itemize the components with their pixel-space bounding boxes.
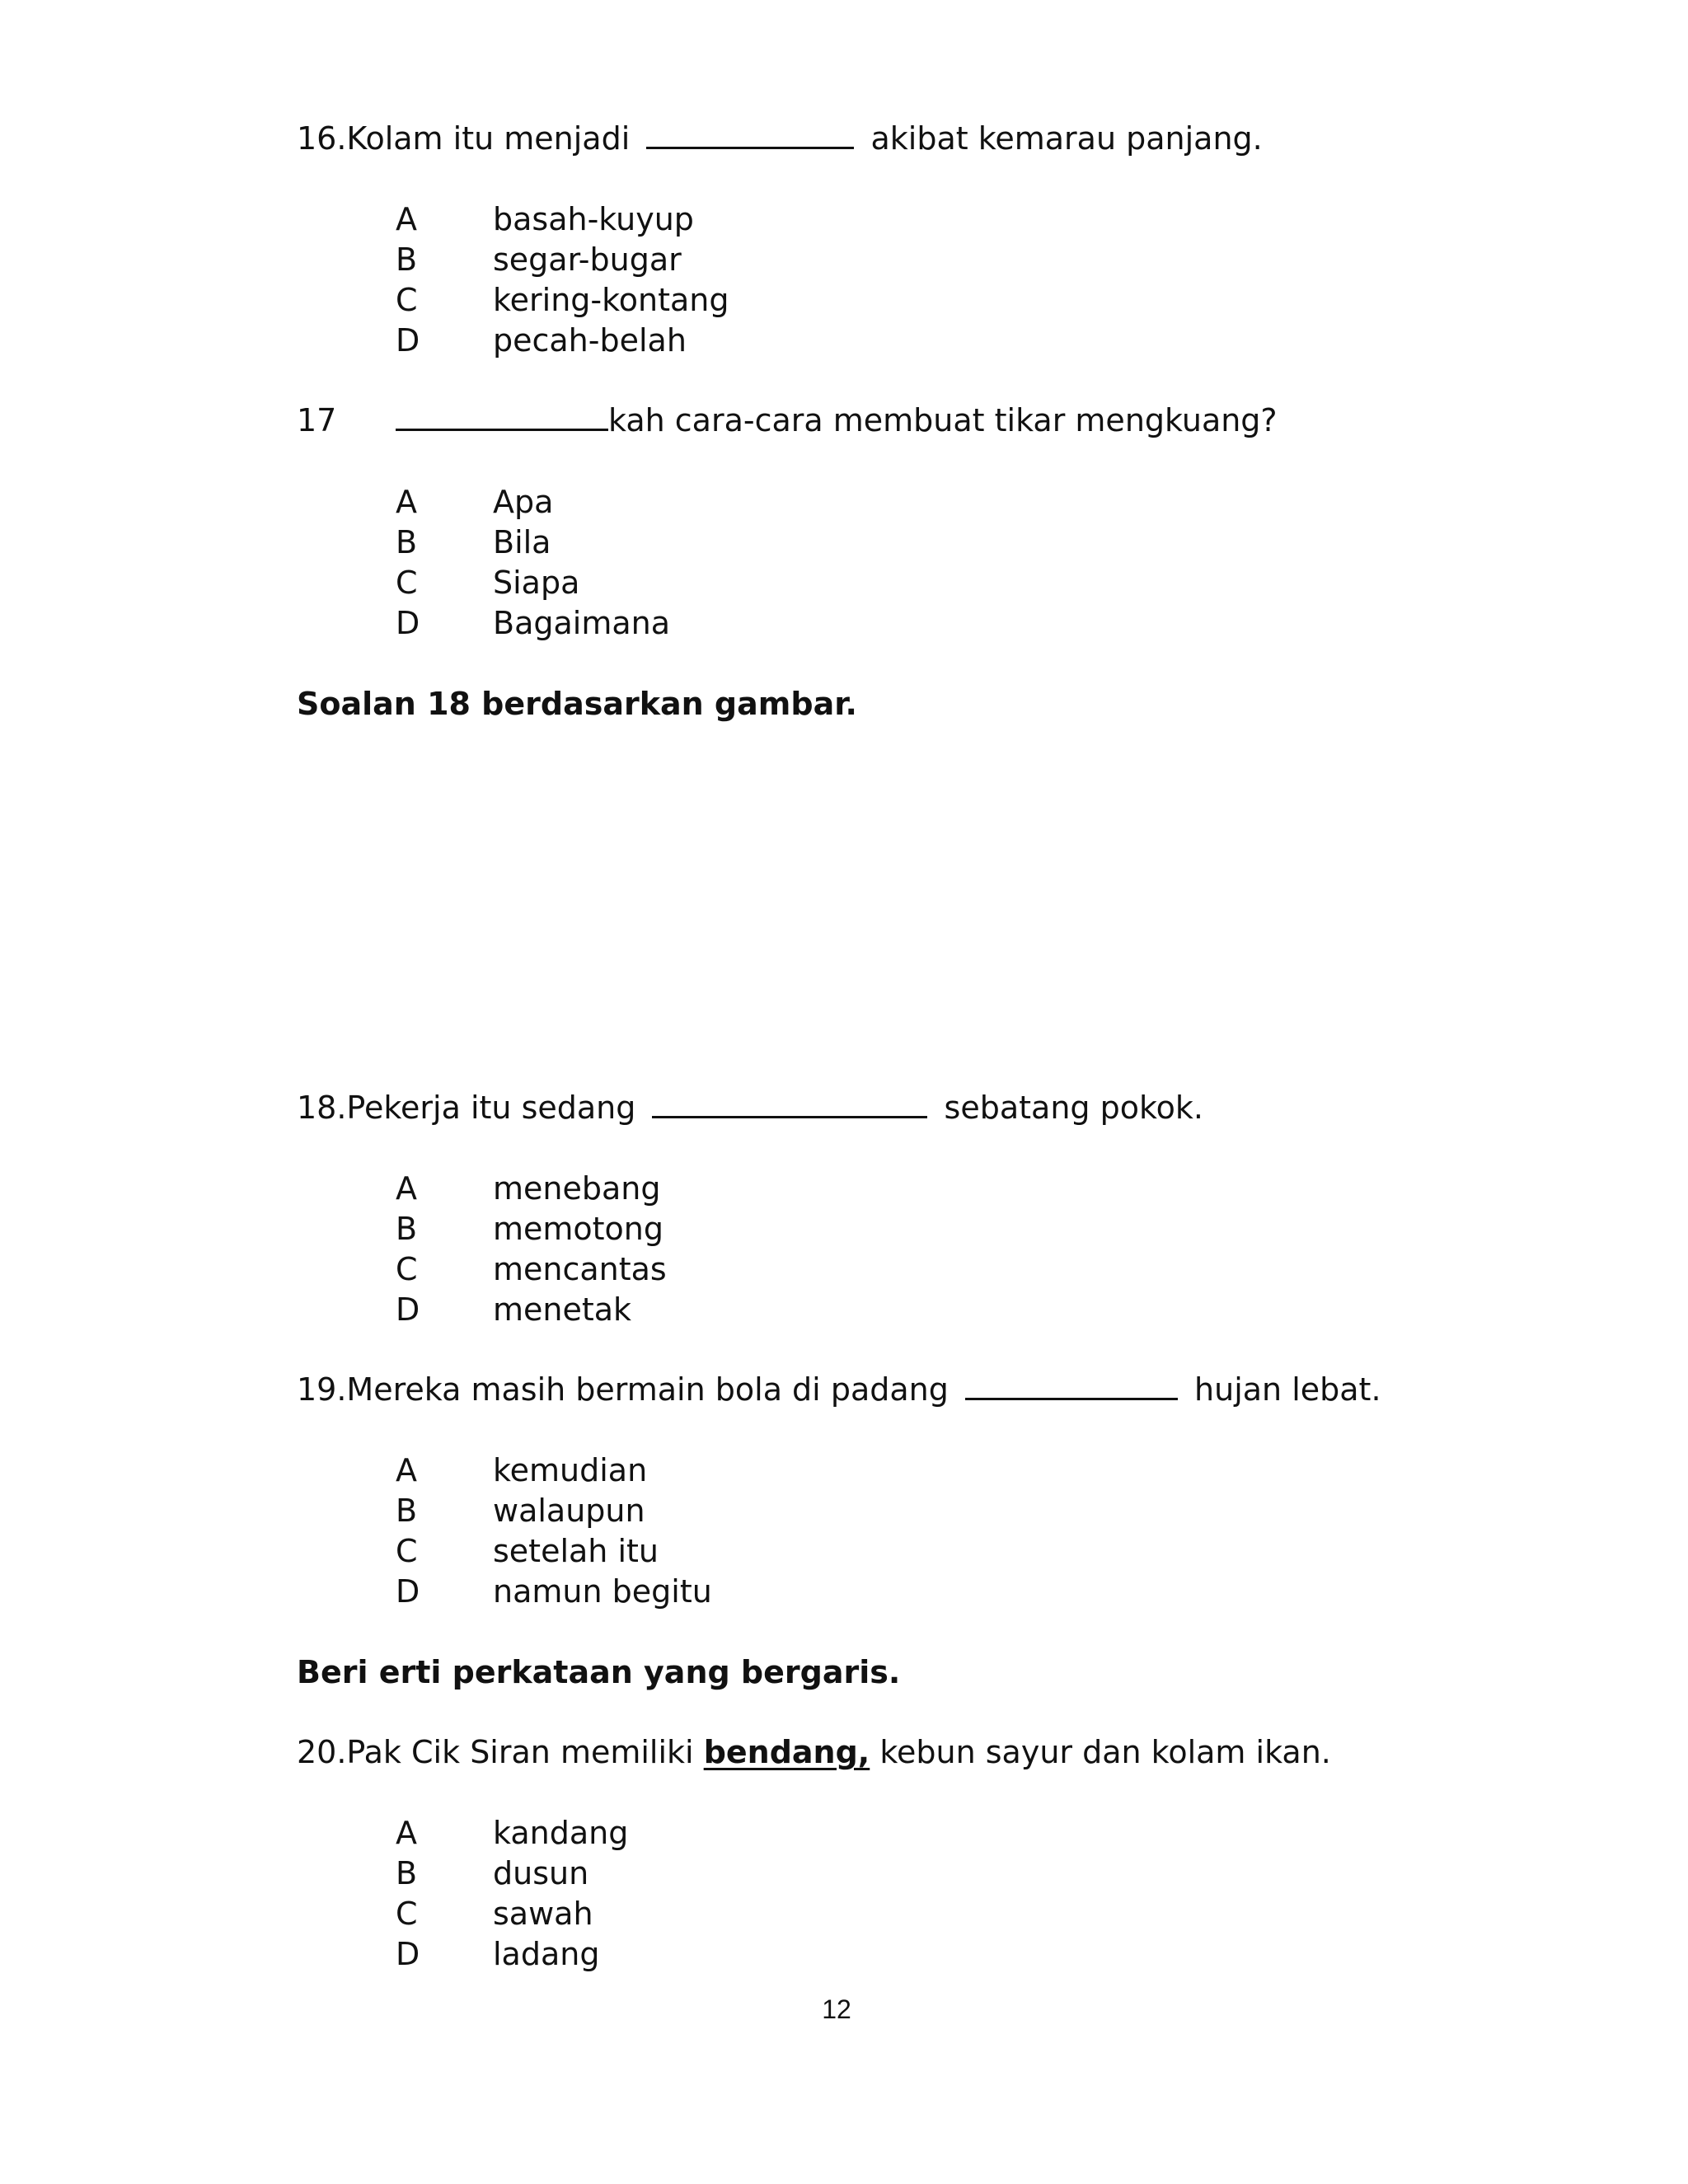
option-text: basah-kuyup <box>493 201 694 237</box>
option-text: dusun <box>493 1855 589 1891</box>
question-18-text-before: 18.Pekerja itu sedang <box>297 1090 636 1126</box>
option-text: Siapa <box>493 565 580 601</box>
question-20 <box>297 1732 1331 1772</box>
question-17-number: 17 <box>297 402 337 438</box>
option-letter: B <box>396 524 418 560</box>
question-17 <box>297 401 336 440</box>
underlined-word: bendang, <box>703 1734 870 1770</box>
option-text: walaupun <box>493 1493 645 1529</box>
question-18 <box>297 1088 1203 1127</box>
option-letter: A <box>396 1815 417 1851</box>
option-letter: D <box>396 1936 420 1972</box>
option-letter: D <box>396 1291 420 1328</box>
option-letter: D <box>396 322 420 359</box>
question-20-text-before: 20.Pak Cik Siran memiliki <box>297 1734 694 1770</box>
option-text: Apa <box>493 484 554 520</box>
option-letter: C <box>396 1533 418 1569</box>
question-19 <box>297 1370 1381 1409</box>
option-text: pecah-belah <box>493 322 687 359</box>
option-letter: C <box>396 282 418 318</box>
option-letter: A <box>396 1452 417 1488</box>
option-text: segar-bugar <box>493 241 682 278</box>
option-text: Bila <box>493 524 551 560</box>
option-text: ladang <box>493 1936 600 1972</box>
option-text: menetak <box>493 1291 632 1328</box>
option-text: kering-kontang <box>493 282 729 318</box>
answer-blank <box>646 119 854 149</box>
option-letter: D <box>396 1573 420 1610</box>
option-text: Bagaimana <box>493 605 670 641</box>
option-letter: A <box>396 1170 417 1207</box>
option-text: memotong <box>493 1211 664 1247</box>
option-letter: C <box>396 565 418 601</box>
option-text: sawah <box>493 1896 593 1932</box>
option-letter: B <box>396 1211 418 1247</box>
option-letter: A <box>396 201 417 237</box>
answer-blank <box>965 1370 1178 1400</box>
question-18-text-after: sebatang pokok. <box>944 1090 1203 1126</box>
option-letter: B <box>396 1855 418 1891</box>
question-16-text-before: 16.Kolam itu menjadi <box>297 120 631 157</box>
question-17-text <box>396 401 1278 440</box>
option-text: kandang <box>493 1815 629 1851</box>
section-heading-18: Soalan 18 berdasarkan gambar. <box>297 686 857 722</box>
question-16 <box>297 119 1263 158</box>
question-19-text-before: 19.Mereka masih bermain bola di padang <box>297 1371 949 1408</box>
question-17-text-after: kah cara-cara membuat tikar mengkuang? <box>608 402 1278 438</box>
option-letter: B <box>396 1493 418 1529</box>
answer-blank <box>396 401 608 431</box>
page-number: 12 <box>822 1994 851 2024</box>
option-letter: A <box>396 484 417 520</box>
question-20-text-after: kebun sayur dan kolam ikan. <box>879 1734 1331 1770</box>
section-heading-20: Beri erti perkataan yang bergaris. <box>297 1654 901 1690</box>
option-letter: C <box>396 1251 418 1287</box>
option-text: namun begitu <box>493 1573 712 1610</box>
option-letter: C <box>396 1896 418 1932</box>
question-16-text-after: akibat kemarau panjang. <box>870 120 1263 157</box>
option-letter: B <box>396 241 418 278</box>
option-text: menebang <box>493 1170 661 1207</box>
question-19-text-after: hujan lebat. <box>1194 1371 1381 1408</box>
option-letter: D <box>396 605 420 641</box>
option-text: mencantas <box>493 1251 667 1287</box>
option-text: kemudian <box>493 1452 648 1488</box>
option-text: setelah itu <box>493 1533 659 1569</box>
answer-blank <box>652 1088 927 1118</box>
